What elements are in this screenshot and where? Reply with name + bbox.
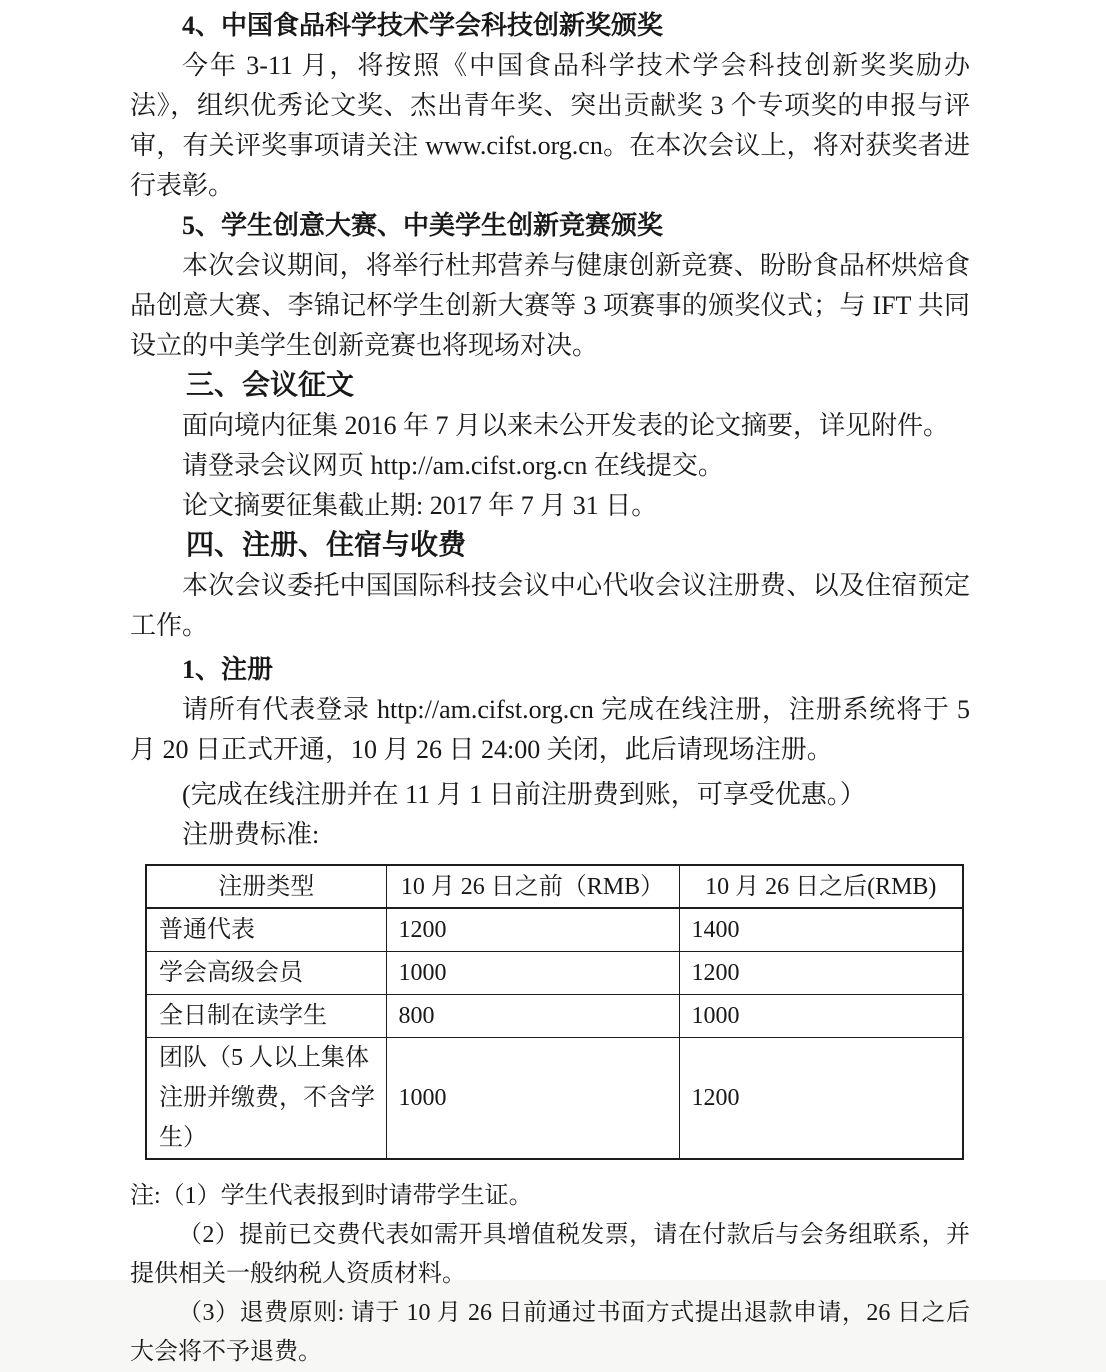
fee-cell-price-before: 1000 xyxy=(386,952,679,995)
paragraph-registration-discount-tip: (完成在线注册并在 11 月 1 日前注册费到账，可享受优惠。） xyxy=(182,780,866,809)
fee-table-header-row xyxy=(146,865,963,908)
registration-fee-table xyxy=(145,864,964,1160)
fee-cell-price-after: 1000 xyxy=(679,995,963,1038)
fee-table-header-after-oct26: 10 月 26 日之后(RMB) xyxy=(679,865,963,908)
note-refund-policy: （3）退费原则: 请于 10 月 26 日前通过书面方式提出退款申请，26 日之后大会将不予退费。 xyxy=(130,1300,970,1365)
fee-table-row-group xyxy=(146,1038,963,1160)
fee-cell-category: 学会高级会员 xyxy=(146,952,386,995)
fee-cell-price-before: 800 xyxy=(386,995,679,1038)
paragraph-call-submit-url: 请登录会议网页 http://am.cifst.org.cn 在线提交。 xyxy=(182,451,724,480)
fee-cell-price-before: 1000 xyxy=(386,1038,679,1160)
paragraph-student-competitions: 本次会议期间，将举行杜邦营养与健康创新竞赛、盼盼食品杯烘焙食品创意大赛、李锦记杯学生创新大赛等 3 项赛事的颁奖仪式；与 IFT 共同设立的中美学生创新竞赛也将现场对决。 xyxy=(130,251,970,360)
note-student-id: 注:（1）学生代表报到时请带学生证。 xyxy=(130,1183,533,1209)
fee-table-header-type: 注册类型 xyxy=(146,865,386,908)
paragraph-cifst-innovation-award: 今年 3-11 月，将按照《中国食品科学技术学会科技创新奖奖励办法》，组织优秀论文奖、杰出青年奖、突出贡献奖 3 个专项奖的申报与评审，有关评奖事项请关注 www.cifst.org.cn。在本次会议上，将对获奖者进行表彰。 xyxy=(130,51,970,200)
fee-standard-label: 注册费标准: xyxy=(182,820,320,849)
fee-cell-price-after: 1400 xyxy=(679,908,963,952)
fee-cell-category: 团队（5 人以上集体注册并缴费，不含学生） xyxy=(146,1038,386,1160)
fee-table-row-senior-member xyxy=(146,952,963,995)
fee-table-row-student xyxy=(146,995,963,1038)
fee-cell-category: 普通代表 xyxy=(146,908,386,952)
heading-call-for-papers: 三、会议征文 xyxy=(186,370,355,401)
note-vat-invoice: （2）提前已交费代表如需开具增值税发票，请在付款后与会务组联系，并提供相关一般纳税人资质材料。 xyxy=(130,1222,970,1287)
heading-student-competitions: 5、学生创意大赛、中美学生创新竞赛颁奖 xyxy=(182,211,664,240)
paragraph-registration-online: 请所有代表登录 http://am.cifst.org.cn 完成在线注册，注册系统将于 5 月 20 日正式开通，10 月 26 日 24:00 关闭，此后请现场注册。 xyxy=(130,695,970,764)
fee-cell-category: 全日制在读学生 xyxy=(146,995,386,1038)
fee-cell-price-after: 1200 xyxy=(679,952,963,995)
paragraph-registration-agent: 本次会议委托中国国际科技会议中心代收会议注册费、以及住宿预定工作。 xyxy=(130,571,970,640)
heading-cifst-innovation-award: 4、中国食品科学技术学会科技创新奖颁奖 xyxy=(182,11,664,40)
fee-table-row-regular xyxy=(146,908,963,952)
fee-cell-price-before: 1200 xyxy=(386,908,679,952)
fee-table-header-before-oct26: 10 月 26 日之前（RMB） xyxy=(386,865,679,908)
paragraph-call-scope: 面向境内征集 2016 年 7 月以来未公开发表的论文摘要，详见附件。 xyxy=(182,411,950,440)
heading-registration: 1、注册 xyxy=(182,655,274,684)
heading-registration-accommodation-fees: 四、注册、住宿与收费 xyxy=(186,530,467,561)
fee-cell-price-after: 1200 xyxy=(679,1038,963,1160)
paragraph-call-deadline: 论文摘要征集截止期: 2017 年 7 月 31 日。 xyxy=(182,491,658,520)
notes-section xyxy=(130,1177,970,1372)
